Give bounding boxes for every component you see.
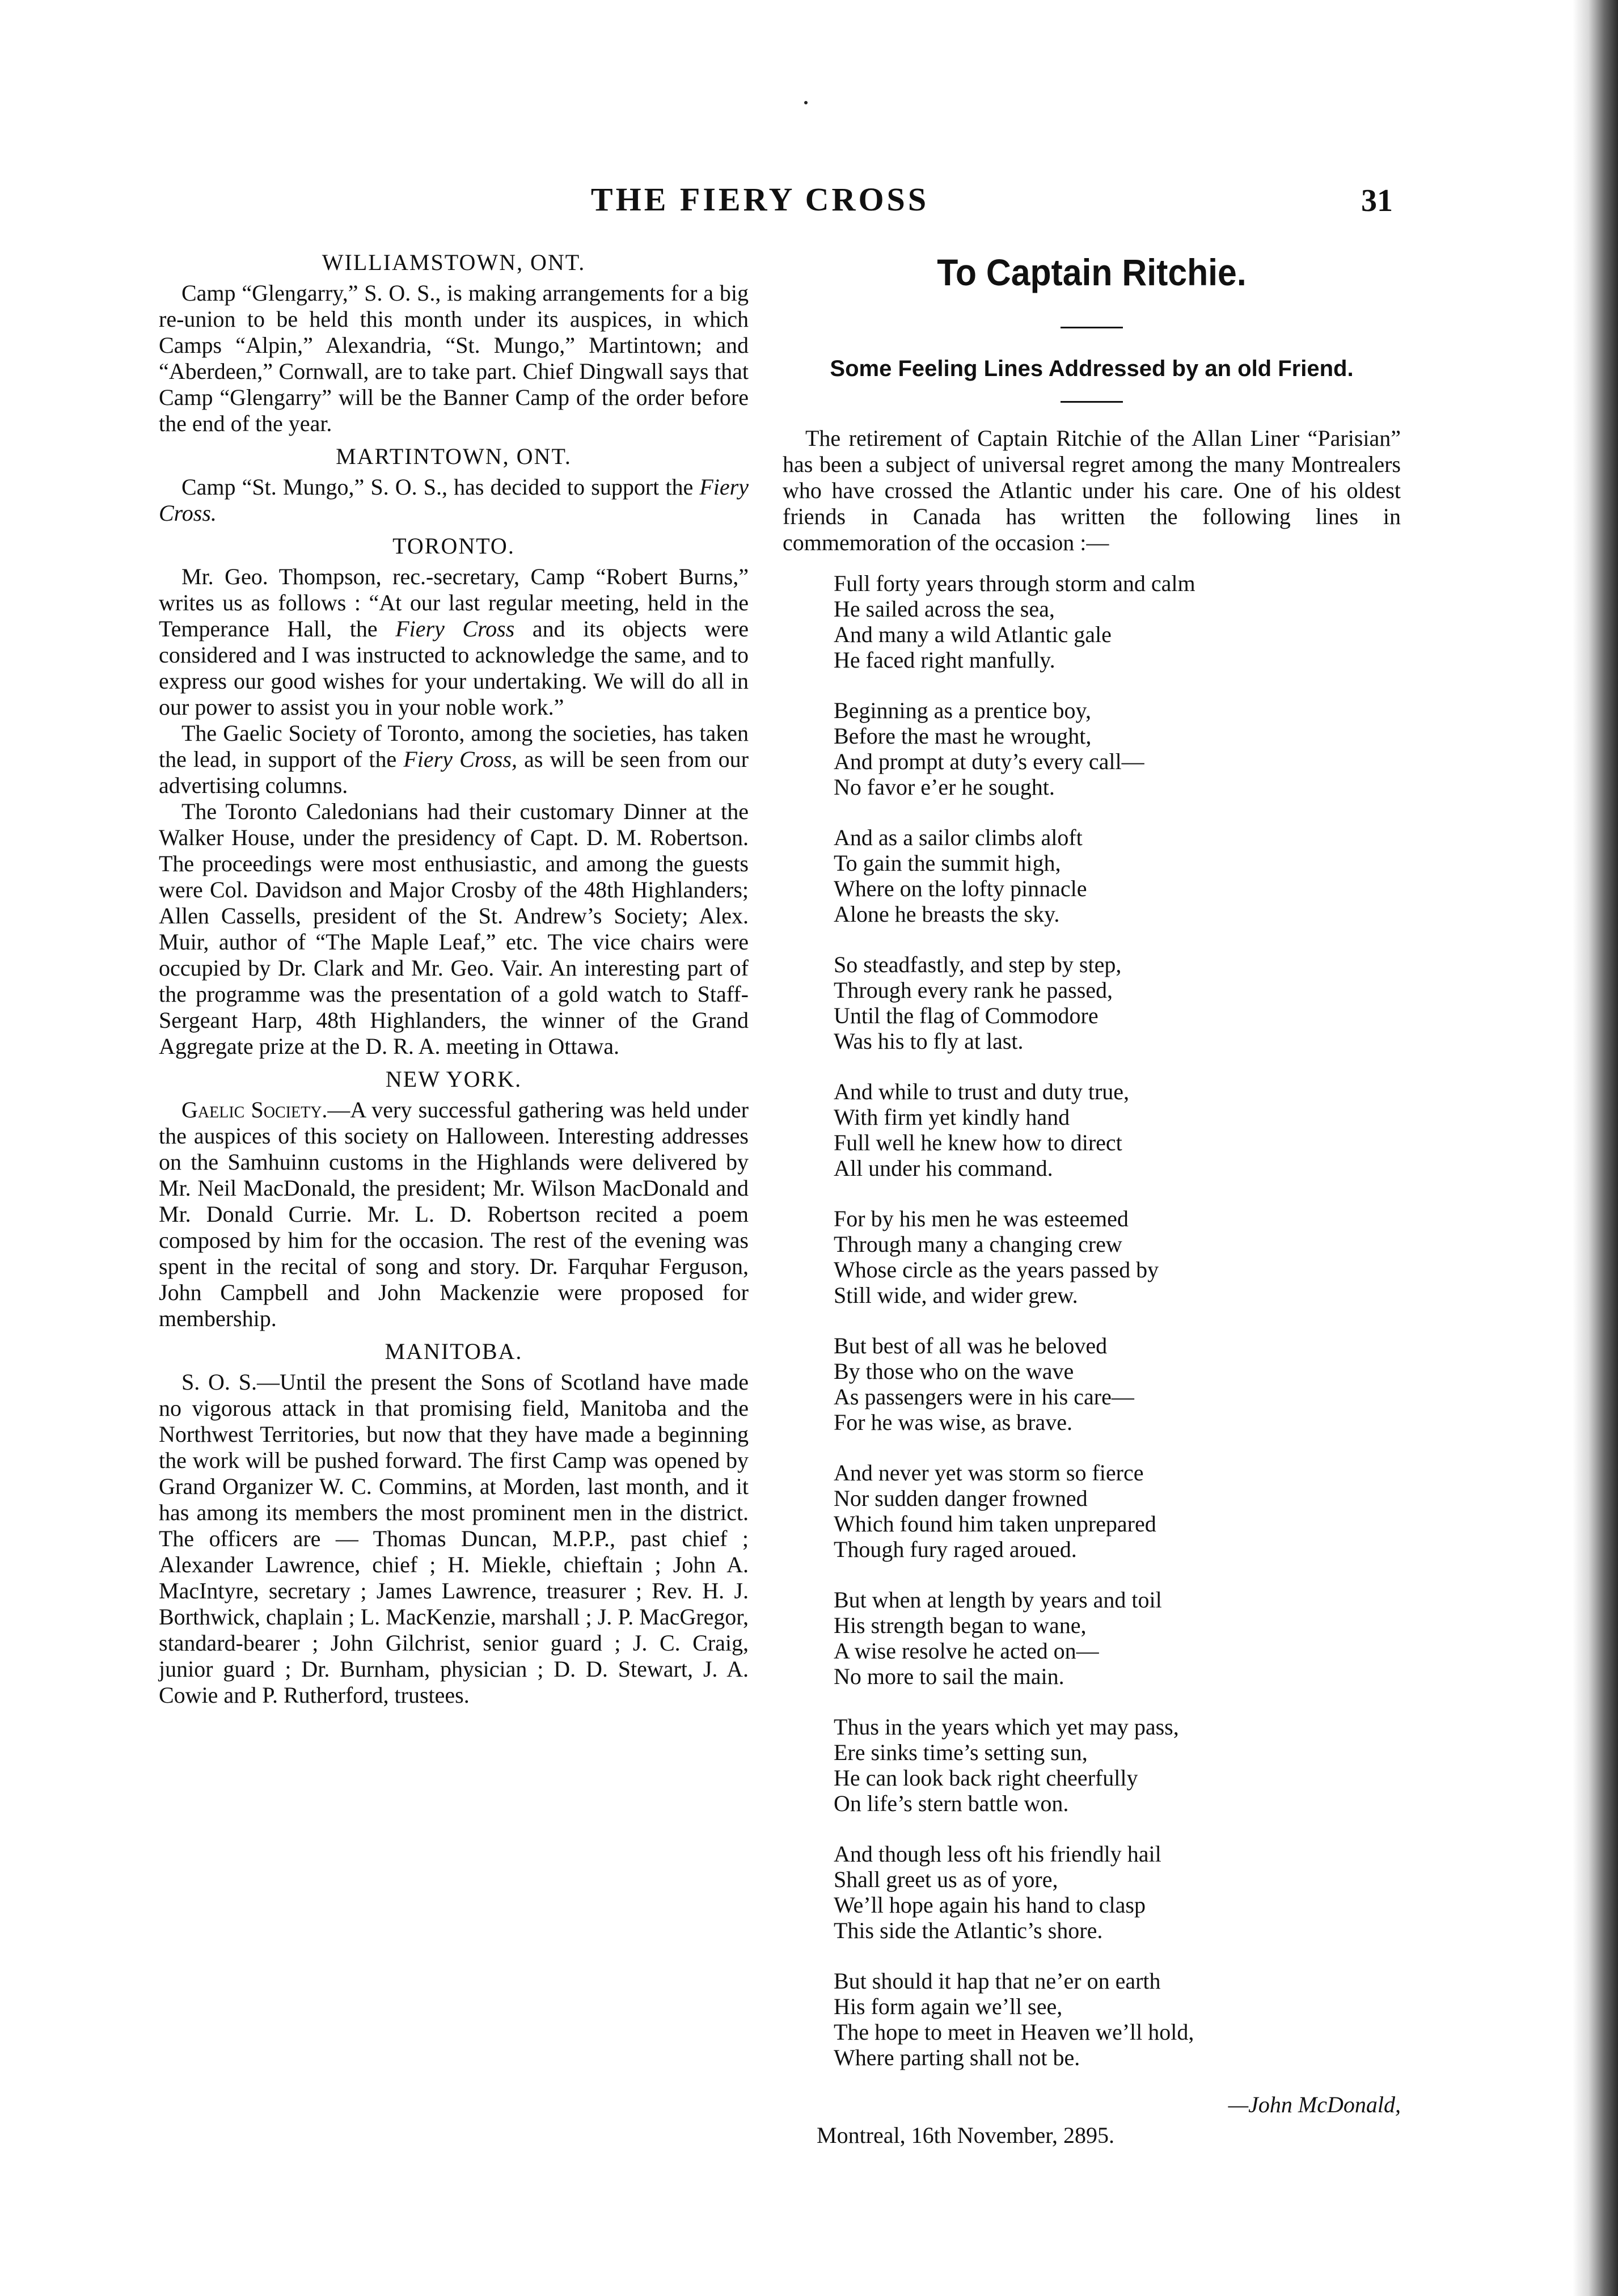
poem-line: A wise resolve he acted on— xyxy=(834,1638,1099,1664)
section-heading-williamstown: WILLIAMSTOWN, ONT. xyxy=(322,250,586,275)
poem-line: And as a sailor climbs aloft xyxy=(834,825,1083,850)
poem-stanza xyxy=(834,1079,1401,1181)
section-heading-new-york: NEW YORK. xyxy=(385,1066,522,1092)
poem-line: Through many a changing crew xyxy=(834,1231,1122,1257)
scanned-page-edge xyxy=(1573,0,1618,2296)
poem-line: Before the mast he wrought, xyxy=(834,723,1092,749)
poem-line: As passengers were in his care— xyxy=(834,1384,1134,1409)
poem-line: This side the Atlantic’s shore. xyxy=(834,1918,1103,1943)
poem-line: Was his to fly at last. xyxy=(834,1028,1024,1054)
poem-line: And never yet was storm so fierce xyxy=(834,1460,1144,1485)
martintown-emphasis: Fiery Cross. xyxy=(159,474,749,526)
poem-line: Beginning as a prentice boy, xyxy=(834,698,1091,723)
toronto-p1-text-b: and its objects were considered and I was instructed to acknowledge the same, and to express our good wishes for your undertaking. We will do all in our power to assist you in your noble work.” xyxy=(159,616,749,720)
poem-line: Nor sudden danger frowned xyxy=(834,1485,1088,1511)
poem-stanza xyxy=(834,1714,1401,1816)
poem-line: Thus in the years which yet may pass, xyxy=(834,1714,1179,1740)
poem-line: Shall greet us as of yore, xyxy=(834,1867,1058,1892)
poem-line: He faced right manfully. xyxy=(834,647,1055,673)
williamstown-paragraph: Camp “Glengarry,” S. O. S., is making arrangements for a big re-union to be held this month under its auspices, in which Camps “Alpin,” Alexandria, “St. Mungo,” Martintown; and “Aberdeen,” Cornwall, are to take part. Chief Dingwall says that Camp “Glengarry” will be the Banner Camp of the order before the end of the year. xyxy=(159,280,749,436)
toronto-paragraph-3: The Toronto Caledonians had their customary Dinner at the Walker House, under the presidency of Capt. D. M. Robertson. The proceedings were most enthusiastic, and among the guests were Col. Davidson and Major Crosby of the 48th Highlanders; Allen Cassells, president of the St. Andrew’s Society; Alex. Muir, author of “The Maple Leaf,” etc. The vice chairs were occupied by Dr. Clark and Mr. Geo. Vair. An interesting part of the programme was the presentation of a gold watch to Staff-Sergeant Harp, 48th Highlanders, the winner of the Grand Aggregate prize at the D. R. A. meeting in Ottawa. xyxy=(159,799,749,1059)
poem-line: But best of all was he beloved xyxy=(834,1333,1108,1358)
poem-line: And many a wild Atlantic gale xyxy=(834,622,1112,647)
toronto-paragraph-1 xyxy=(159,564,749,720)
poem-line: Where on the lofty pinnacle xyxy=(834,876,1087,901)
poem-stanza xyxy=(834,825,1401,927)
poem-line: With firm yet kindly hand xyxy=(834,1104,1070,1130)
poem-line: Alone he breasts the sky. xyxy=(834,901,1060,927)
poem-stanza xyxy=(834,571,1401,673)
toronto-paragraph-2 xyxy=(159,720,749,799)
toronto-p1-text-a: Mr. Geo. Thompson, rec.-secretary, Camp “Robert Burns,” writes us as follows : “At our last regular meeting, held in the Temperance Hall, the xyxy=(159,564,749,641)
toronto-p2-text-b: as will be seen from our advertising columns. xyxy=(159,746,749,798)
poem-stanza xyxy=(834,1841,1401,1943)
poem-line: Through every rank he passed, xyxy=(834,977,1113,1003)
poem-line: No more to sail the main. xyxy=(834,1664,1064,1689)
poem-stanza xyxy=(834,698,1401,800)
article-title: To Captain Ritchie. xyxy=(937,251,1247,293)
poem-line: We’ll hope again his hand to clasp xyxy=(834,1892,1146,1918)
poem-line: All under his command. xyxy=(834,1155,1053,1181)
poem-line: But when at length by years and toil xyxy=(834,1587,1162,1613)
toronto-p2-text-a: The Gaelic Society of Toronto, among the societies, has taken the lead, in support of the xyxy=(159,720,749,772)
running-head: THE FIERY CROSS xyxy=(590,181,930,218)
section-heading-manitoba: MANITOBA. xyxy=(385,1339,523,1364)
poem-line: So steadfastly, and step by step, xyxy=(834,952,1122,977)
poem-line: No favor e’er he sought. xyxy=(834,774,1055,800)
poem-line: Which found him taken unprepared xyxy=(834,1511,1156,1537)
toronto-p1-emphasis: Fiery Cross xyxy=(395,616,515,641)
poem-line: Whose circle as the years passed by xyxy=(834,1257,1159,1282)
poem-line: The hope to meet in Heaven we’ll hold, xyxy=(834,2019,1194,2045)
poem-stanza xyxy=(834,952,1401,1054)
poem-line: Full well he knew how to direct xyxy=(834,1130,1122,1155)
article-intro: The retirement of Captain Ritchie of the Allan Liner “Parisian” has been a subject of universal regret among the many Montrealers who have crossed the Atlantic under his care. One of his oldest friends in Canada has written the following lines in commemoration of the occasion :— xyxy=(783,425,1401,555)
poem-stanza xyxy=(834,1333,1401,1435)
poem-stanza xyxy=(834,1587,1401,1689)
poem-line: He sailed across the sea, xyxy=(834,596,1055,622)
poem-signature: —John McDonald, xyxy=(1228,2092,1401,2117)
poem-line: Where parting shall not be. xyxy=(834,2045,1080,2070)
subtitle-rule xyxy=(1061,401,1123,403)
poem-line: For by his men he was esteemed xyxy=(834,1206,1129,1231)
poem-dateline: Montreal, 16th November, 2895. xyxy=(817,2122,1114,2148)
print-speck xyxy=(804,101,808,104)
new-york-paragraph xyxy=(159,1097,749,1332)
title-rule xyxy=(1061,327,1123,328)
poem-stanza xyxy=(834,1968,1401,2070)
left-column xyxy=(159,250,749,1708)
poem-line: But should it hap that ne’er on earth xyxy=(834,1968,1161,1994)
martintown-text: Camp “St. Mungo,” S. O. S., has decided to support the xyxy=(181,474,700,500)
poem-line: Ere sinks time’s setting sun, xyxy=(834,1740,1088,1765)
poem-line: And though less oft his friendly hail xyxy=(834,1841,1161,1867)
page-number: 31 xyxy=(1361,183,1393,218)
poem-line: To gain the summit high, xyxy=(834,850,1061,876)
poem-line: And while to trust and duty true, xyxy=(834,1079,1130,1104)
poem-line: Though fury raged aroued. xyxy=(834,1537,1077,1562)
poem-stanza xyxy=(834,1460,1401,1562)
poem-line: Still wide, and wider grew. xyxy=(834,1282,1078,1308)
poem xyxy=(834,571,1401,2070)
poem-line: His form again we’ll see, xyxy=(834,1994,1063,2019)
poem-line: By those who on the wave xyxy=(834,1358,1074,1384)
section-heading-toronto: TORONTO. xyxy=(392,533,515,559)
poem-line: Full forty years through storm and calm xyxy=(834,571,1195,596)
martintown-paragraph xyxy=(159,474,749,526)
poem-line: On life’s stern battle won. xyxy=(834,1791,1069,1816)
toronto-p2-emphasis: Fiery Cross, xyxy=(403,746,517,772)
poem-line: And prompt at duty’s every call— xyxy=(834,749,1144,774)
section-heading-martintown: MARTINTOWN, ONT. xyxy=(336,444,572,469)
article-subtitle: Some Feeling Lines Addressed by an old Friend. xyxy=(830,356,1354,381)
new-york-text: —A very successful gathering was held under the auspices of this society on Halloween. Interesting addresses on the Samhuinn customs in the Highlands were delivered by Mr. Neil MacDonald, the president; Mr. Wilson MacDonald and Mr. Donald Currie. Mr. L. D. Robertson recited a poem composed by him for the occasion. The rest of the evening was spent in the recital of song and story. Dr. Farquhar Ferguson, John Campbell and John Mackenzie were proposed for membership. xyxy=(159,1097,749,1331)
poem-stanza xyxy=(834,1206,1401,1308)
new-york-lead: Gaelic Society. xyxy=(181,1097,328,1122)
right-column xyxy=(783,250,1401,2149)
poem-line: For he was wise, as brave. xyxy=(834,1409,1072,1435)
poem-line: He can look back right cheerfully xyxy=(834,1765,1138,1791)
manitoba-paragraph: S. O. S.—Until the present the Sons of Scotland have made no vigorous attack in that promising field, Manitoba and the Northwest Territories, but now that they have made a beginning the work will be pushed forward. The first Camp was opened by Grand Organizer W. C. Commins, at Morden, last month, and it has among its members the most prominent men in the district. The officers are — Thomas Duncan, M.P.P., past chief ; Alexander Lawrence, chief ; H. Miekle, chieftain ; John A. MacIntyre, secretary ; James Lawrence, treasurer ; Rev. H. J. Borthwick, chaplain ; L. MacKenzie, marshall ; J. P. MacGregor, standard-bearer ; John Gilchrist, senior guard ; J. C. Craig, junior guard ; Dr. Burnham, physician ; D. D. Stewart, J. A. Cowie and P. Rutherford, trustees. xyxy=(159,1369,749,1708)
poem-line: His strength began to wane, xyxy=(834,1613,1087,1638)
poem-line: Until the flag of Commodore xyxy=(834,1003,1099,1028)
